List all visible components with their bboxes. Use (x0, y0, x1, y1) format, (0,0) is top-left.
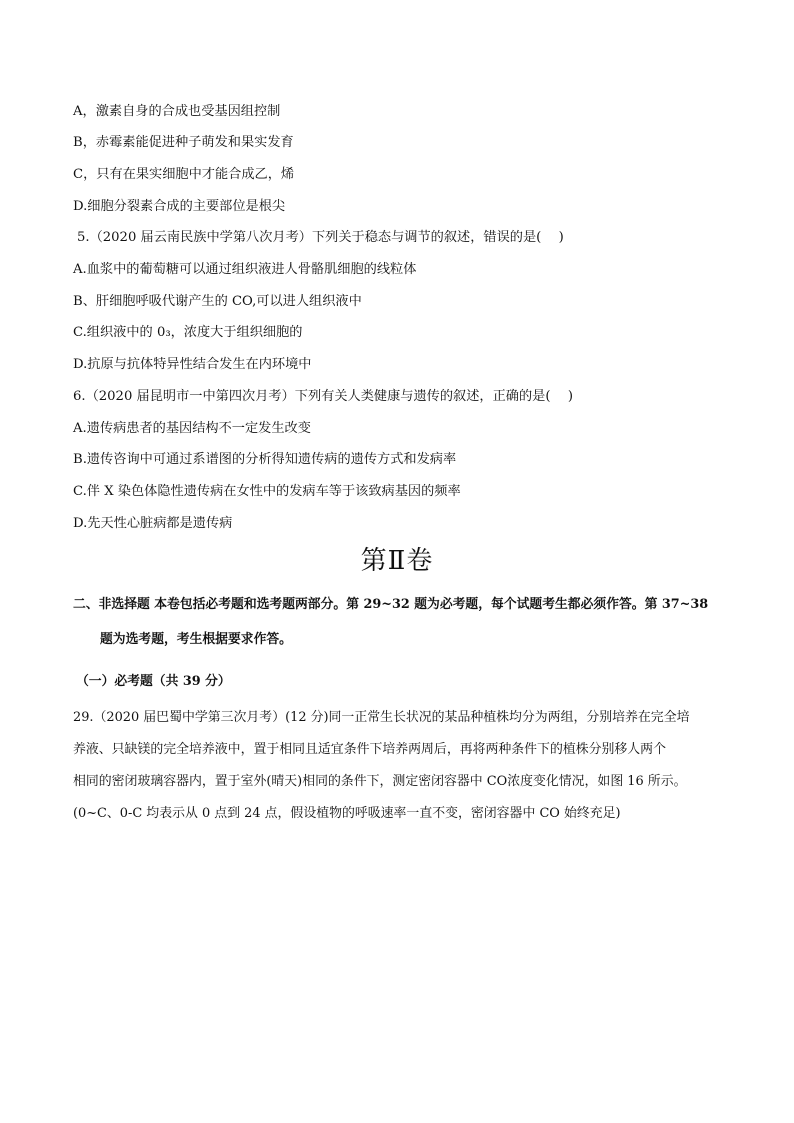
q5-option-b: B、肝细胞呼吸代谢产生的 CO,可以进人组织液中 (73, 294, 362, 309)
q5-stem: 5.（2020 届云南民族中学第八次月考）下列关于稳态与调节的叙述，错误的是( ) (77, 230, 564, 245)
q6-option-a: A.遗传病患者的基因结构不一定发生改变 (73, 421, 311, 436)
section-intro-line-2: 题为选考题，考生根据要求作答。 (100, 632, 292, 647)
q4-option-c: C，只有在果实细胞中才能合成乙，烯 (73, 167, 295, 182)
section-intro-line-1: 二、非选择题 本卷包括必考题和选考题两部分。第 29~32 题为必考题，每个试题考生都必须作答。第 37~38 (73, 597, 709, 612)
q29-line-4: (0~C、0-C 均表示从 0 点到 24 点，假设植物的呼吸速率一直不变，密闭容器中 CO 始终充足) (73, 806, 621, 821)
q5-option-c: C.组织液中的 0₃，浓度大于组织细胞的 (73, 325, 303, 340)
q4-option-a: A，激素自身的合成也受基因组控制 (73, 104, 281, 119)
q6-option-d: D.先天性心脏病都是遗传病 (73, 516, 233, 531)
q5-option-a: A.血浆中的葡萄糖可以通过组织液进人骨骼肌细胞的线粒体 (73, 262, 417, 277)
q6-option-b: B.遗传咨询中可通过系谱图的分析得知遗传病的遗传方式和发病率 (73, 452, 457, 467)
q4-option-d: D.细胞分裂素合成的主要部位是根尖 (73, 199, 286, 214)
q6-stem: 6.（2020 届昆明市一中第四次月考）下列有关人类健康与遗传的叙述，正确的是( ) (73, 389, 574, 404)
q29-line-2: 养液、只缺镁的完全培养液中，置于相同且适宜条件下培养两周后，再将两种条件下的植株分别移人两个 (73, 742, 666, 757)
required-questions-heading: （一）必考题（共 39 分） (76, 674, 231, 689)
section-title: 第Ⅱ卷 (360, 546, 434, 576)
q6-option-c: C.伴 X 染色体隐性遗传病在女性中的发病车等于该致病基因的频率 (73, 484, 461, 499)
q29-line-3: 相同的密闭玻璃容器内，置于室外(晴天)相同的条件下，测定密闭容器中 CO浓度变化情况，如图 16 所示。 (73, 774, 687, 789)
q29-line-1: 29.（2020 届巴蜀中学第三次月考）(12 分)同一正常生长状况的某品种植株均分为两组，分别培养在完全培 (73, 710, 690, 725)
q4-option-b: B，赤霉素能促进种子萌发和果实发育 (73, 135, 294, 150)
q5-option-d: D.抗原与抗体特异性结合发生在内环境中 (73, 357, 312, 372)
